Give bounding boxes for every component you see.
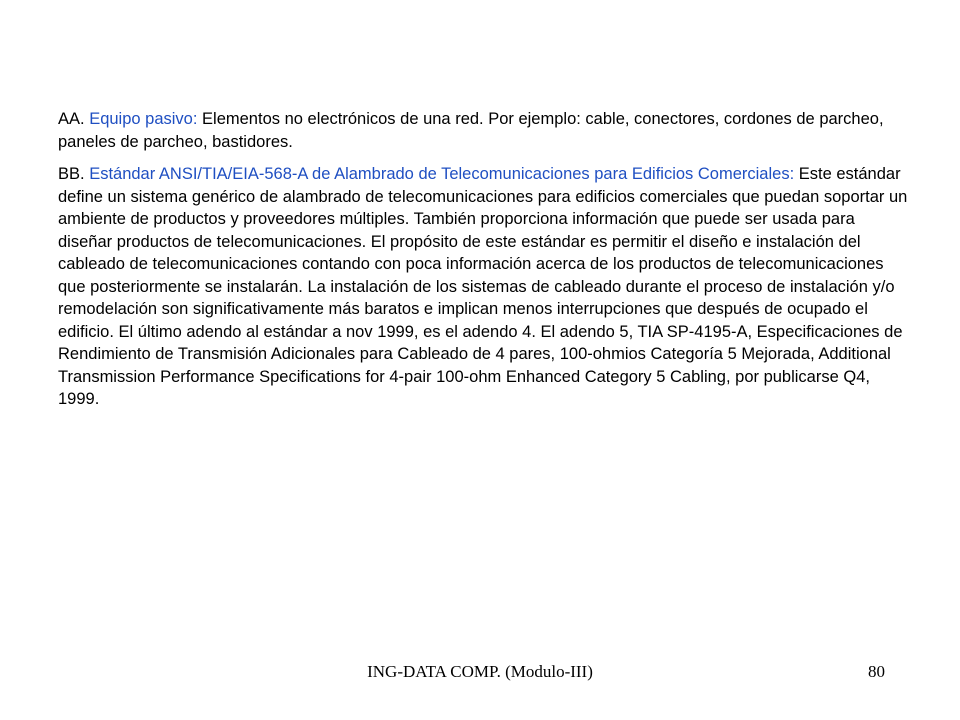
entry-term: Estándar ANSI/TIA/EIA-568-A de Alambrado de Telecomunicaciones para Edificios Comerciales: [89, 165, 790, 183]
glossary-entry-aa: [58, 108, 908, 153]
entry-prefix: AA.: [58, 110, 90, 128]
entry-definition: Este estándar define un sistema genérico de alambrado de telecomunicaciones para edificios comerciales que puedan soportar un ambiente de productos y proveedores múltiples. También proporciona información que puede ser usada para diseñar productos de telecomunicaciones. El propósito de este estándar es permitir el diseño e instalación del cableado de telecomunicaciones contando con poca información acerca de los productos de telecomunicaciones que posteriormente se instalarán. La instalación de los sistemas de cableado durante el proceso de instalación y/o remodelación son significativamente más baratos e implican menos interrupciones que después de ocupado el edificio. El último adendo al estándar a nov 1999, es el adendo 4. El adendo 5, TIA SP-4195-A, Especificaciones de Rendimiento de Transmisión Adicionales para Cableado de 4 pares, 100-ohmios Categoría 5 Mejorada, Additional Transmission Performance Specifications for 4-pair 100-ohm Enhanced Category 5 Cabling, por publicarse Q4, 1999.: [58, 165, 908, 408]
entry-separator: :: [789, 165, 795, 183]
entry-term: Equipo pasivo: [89, 110, 193, 128]
entry-prefix: BB.: [58, 165, 90, 183]
page-number: 80: [868, 662, 885, 681]
entry-definition: Elementos no electrónicos de una red. Por ejemplo: cable, conectores, cordones de parcheo, paneles de parcheo, bastidores.: [58, 110, 884, 151]
footer-title: ING-DATA COMP. (Modulo-III): [367, 662, 593, 681]
slide-body: [58, 108, 908, 411]
entry-separator: :: [192, 110, 198, 128]
glossary-entry-bb: [58, 163, 908, 411]
